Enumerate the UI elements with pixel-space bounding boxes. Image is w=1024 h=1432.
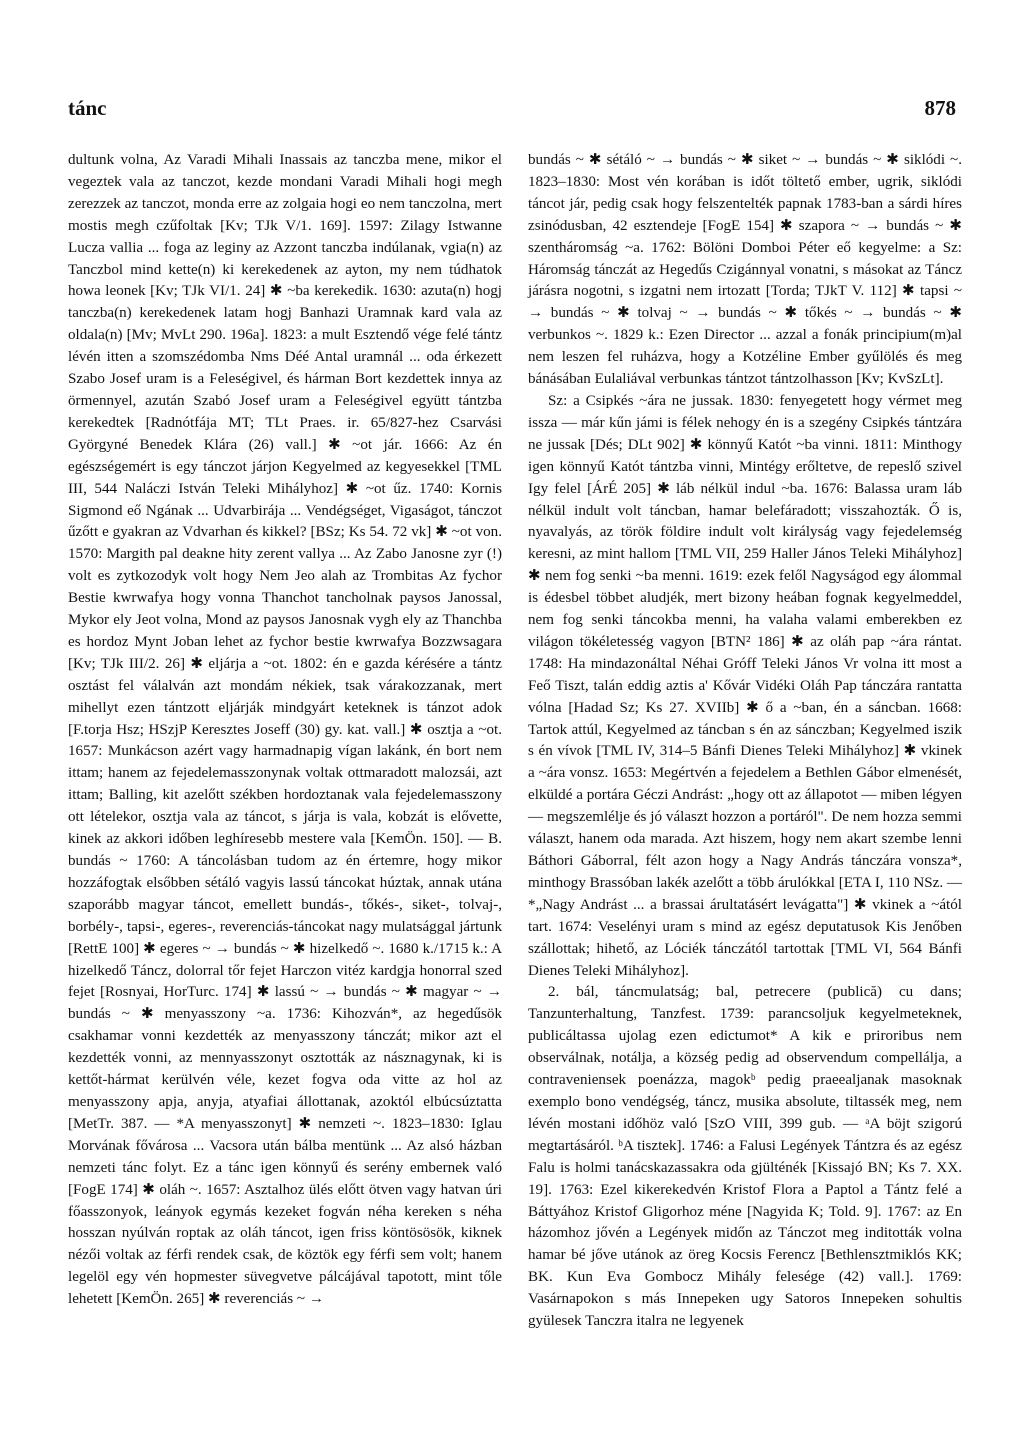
left-column-text: dultunk volna, Az Varadi Mihali Inassais az tanczba mene, mikor el vegeztek vala az tanczot, kezde mondani Varadi Mihali hogi megh zerezzek az tanczot, monda erre az zolgaia hogi eo nem tanczolna, mert mostis megh czűfoltak [Kv; TJk V/1. 169]. 1597: Zilagy Istwanne Lucza vallia ... foga az leginy az Azzont tanczba indúlanak, vgia(n) az Tanczbol mind kette(n) ki kerekedenek az ayton, my nem túdhatok howa leonek [Kv; TJk VI/1. 24] ✱ ~ba kerekedik. 1630: azuta(n) hogj tanczba(n) kerekedenek latam hogj Banhazi Uramnak kard vala az oldala(n) [Mv; MvLt 290. 196a]. 1823: a mult Esztendő vége felé tántz lévén itten a szomszédomba Nms Déé Antal uramnál ... oda érkezett Szabo Josef uram is a Feleségivel, és hárman Bort kezdettek innya az örmennyel, azután Szabó Josef uram a Feleségivel együtt tántzba kerekedtek [Radnótfája MT; TLt Praes. ir. 65/827-hez Csarvási Györgyné Benedek Klára (26) vall.] ✱ ~ot jár. 1666: Az én egészségemért is egy tánczot járjon Kegyelmed az kegyesekkel [TML III, 544 Naláczi István Teleki Mihályhoz] ✱ ~ot űz. 1740: Kornis Sigmond eő Ngának ... Udvarbirája ... Vendégséget, Vigaságot, tánczot űzőtt e gyakran az Vdvarhan és kikkel? [BSz; Ks 54. 72 vk] ✱ ~ot von. 1570: Margith pal deakne hity zerent vallya ... Az Zabo Janosne zyr (!) volt es zytkozodyk volt hogy Nem Jeo alah az Trombitas Az fychor Bestie kwrwafya hogy vonna Thanchot tancholnak paysos Janossal, Mykor ely Jeot volna, Mond az paysos Janosnak vygh ely az Thanchba es hordoz Mynt Joban lehet az fychor bestie kwrwafya Bozzwsagara [Kv; TJk III/2. 26] ✱ eljárja a ~ot. 1802: én e gazda kérésére a tántz osztást fel válalván azt mondám nékiek, tsak várakozzanak, mert mihellyt ezen tántzott eljárják mindgyárt keteknek is tánzot adok [F.torja Hsz; HSzjP Keresztes Joseff (30) gy. kat. vall.] ✱ osztja a ~ot. 1657: Munkácson azért vagy harmadnapig vígan lakánk, én bort nem ittam; hanem az fejedelemasszonynak voltak ottmaradott malozsái, azt ittam; Balling, kit azelőtt székben hordoztanak vala fejedelemasszony ott lételekor, osztja vala az táncot, s járja is vala, kobzát is elővette, kinek az akkori időben leghíresebb mestere vala [KemÖn. 150]. — B. bundás ~ 1760: A táncolásban tudom az én értemre, hogy mikor hozzáfogtak elsőbben sétáló vagyis lassú táncokat húztak, annak utána szaporább magyar táncot, emellett bundás-, tőkés-, siket-, tolvaj-, borbély-, tapsi-, egeres-, reverenciás-táncokat nagy mulatsággal jártunk [RettE 100] ✱ egeres ~ → bundás ~ ✱ hizelkedő ~. 1680 k./1715 k.: A hizelkedő Táncz, dolorral tőr fejet Harczon vitéz kardgja honorral szed fejet [Rosnyai, HorTurc. 174] ✱ lassú ~ → bundás ~ ✱ magyar ~ → bundás ~ ✱ menyasszony ~a. 1736: Kihozván*, az hegedűsök csakhamar vonni kezdették az menyasszony tánczát; mikor azt el kezdették vonni, az mennyasszonyt osztották az násznagynak, ki is kettőt-hármat kerülvén véle, kezet fogva oda vitte az hol az menyasszony apja, anyja, atyafiai állottanak, azoktól elbúcsúztatta [MetTr. 387. — *A menyasszonyt] ✱ nemzeti ~. 1823–1830: Iglau Morvának fővárosa ... Vacsora után bálba mentünk ... Az alsó házban nemzeti tánc folyt. Ez a tánc igen könnyű és serény embernek való [FogE 174] ✱ oláh ~. 1657: Asztalhoz ülés előtt ötven vagy hatvan úri főasszonyok, leányok egymás kezeket fogván néha kereken s néha hosszan nyúlván roptak az oláh táncot, igen friss köntösösök, kiknek nézői voltak az férfi rendek csak, de köztök egy férfi sem volt; hanem legelöl egy vén hopmester süvegvetve pálcájával tapotott, mint tőle lehetett [KemÖn. 265] ✱ reverenciás ~ → <box>68 152 502 1308</box>
right-column <box>528 150 962 1400</box>
running-head <box>68 96 956 126</box>
right-column-paragraph: 2. bál, táncmulatság; bal, petrecere (publică) cu dans; Tanzunterhaltung, Tanzfest. 1739: parancsoljuk kegyelmeteknek, publicáltassa ujolag ezen edictumot* A kik e priroribus nem observálnak, notálja, a község pedig ad observendum compellálja, a contraveniensek poenázza, magokᵇ pedig praeealjanak masoknak exemplo bono vendégség, táncz, musika absolute, tiltassék meg, nem lévén mostani időhöz való [SzO VIII, 399 gub. — ᵃA böjt szigorú megtartásáról. ᵇA tisztek]. 1746: a Falusi Legények Tántzra és az egész Falu is holmi tanácskazassakra oda gjülténék [Kissajó BN; Ks 7. XX. 19]. 1763: Ezel kikerekedvén Kristof Flora a Paptol a Tántz felé a Báttyához Kristof Gligorhoz méne [Nagyida K; Told. 9]. 1767: az En házomhoz jővén a Legények midőn az Tánczot meg inditották volna hamar bé jőve utánok az öreg Kocsis Ferencz [Bethlensztmiklós KK; BK. Kun Eva Gombocz Mihály felesége (42) vall.]. 1769: Vasárnapokon s más Innepeken ugy Satoros Innepeken sohultis gyülesek Tanczra italra ne legyenek <box>528 984 962 1330</box>
left-column <box>68 150 502 1400</box>
right-column-paragraph: bundás ~ ✱ sétáló ~ → bundás ~ ✱ siket ~ → bundás ~ ✱ siklódi ~. 1823–1830: Most vén korában is időt töltető ember, ugrik, siklódi táncot jár, pedig csak hogy felszentelték papnak 1783-ban a sárdi híres zsinódusban, 42 esztendeje [FogE 154] ✱ szapora ~ → bundás ~ ✱ szentháromság ~a. 1762: Bölöni Domboi Péter eő kegyelme: a Sz: Háromság tánczát az Hegedűs Czigánnyal vonatni, s másokat az Táncz járásra nogotni, s izgatni nem irtozatt [Torda; TJkT V. 112] ✱ tapsi ~ → bundás ~ ✱ tolvaj ~ → bundás ~ ✱ tőkés ~ → bundás ~ ✱ verbunkos ~. 1829 k.: Ezen Director ... azzal a fonák principium(m)al nem leszen fel ruházva, hogy a Kotzéline Ember gyűlölés és meg bánásában Eulaliával verbunkas tántzot tántzolhasson [Kv; KvSzLt]. <box>528 152 962 388</box>
running-headword: tánc <box>68 96 107 120</box>
page-number: 878 <box>924 96 956 120</box>
right-column-paragraph: Sz: a Csipkés ~ára ne jussak. 1830: fenyegetett hogy vérmet meg issza — már kűn jámi is félek nehogy én is a szegény Csipkés tántzára ne jussak [Dés; DLt 902] ✱ könnyű Katót ~ba vinni. 1811: Minthogy igen könnyű Katót tántzba vinni, Mintégy erőltetve, de repeslő szivel Igy felel [ÁrÉ 205] ✱ láb nélkül indul ~ba. 1676: Balassa uram láb nélkül indult volt táncban, hamar belefáradott; visszahozták. Ő is, nyavalyás, az török földire indult volt királyság vagy fejedelemség keresni, az mint hallom [TML VII, 259 Haller János Teleki Mihályhoz] ✱ nem fog senki ~ba menni. 1619: ezek felől Nagyságod egy álommal is édesbel többet aludjék, mert bizony heában fognak kegyelmeddel, nem fog senki táncokba menni, ha valaha valami emberekben ez világon tökéletesség vagyon [BTN² 186] ✱ az oláh pap ~ára rántat. 1748: Ha mindazonáltal Néhai Gróff Teleki János Vr volna itt most a Feő Tiszt, talán eddig aztis a' Kővár Vidéki Oláh Pap tánczára rantatta vólna [Hadad Sz; Ks 27. XVIIb] ✱ ő a ~ban, én a sáncban. 1668: Tartok attúl, Kegyelmed az táncban s én az sánczban; Kegyelmed iszik s én vívok [TML IV, 314–5 Bánfi Dienes Teleki Mihályhoz] ✱ vkinek a ~ára vonsz. 1653: Megértvén a fejedelem a Bethlen Gábor elmenését, elküldé a portára Géczi Andrást: „hogy ott az állapotot — miben légyen — megszemlélje és jó választ hozzon a portáról". De nem hozza semmi választ, hanem oda marada. Azt hiszem, hogy nem akart szembe lenni Báthori Gáborral, félt azon hogy a Nagy András tánczára vonsza*, minthogy Brassóban lakék azelőtt a több árulókkal [ETA I, 110 NSz. — *„Nagy Andrást ... a brassai árultatásért levágatta"] ✱ vkinek a ~ától tart. 1674: Veselényi uram s mind az egész deputatusok Kis Jenőben szállottak; hihető, az Lóciék tánczától tartottak [TML VI, 564 Bánfi Dienes Teleki Mihályhoz]. <box>528 392 962 979</box>
text-columns <box>68 150 962 1400</box>
